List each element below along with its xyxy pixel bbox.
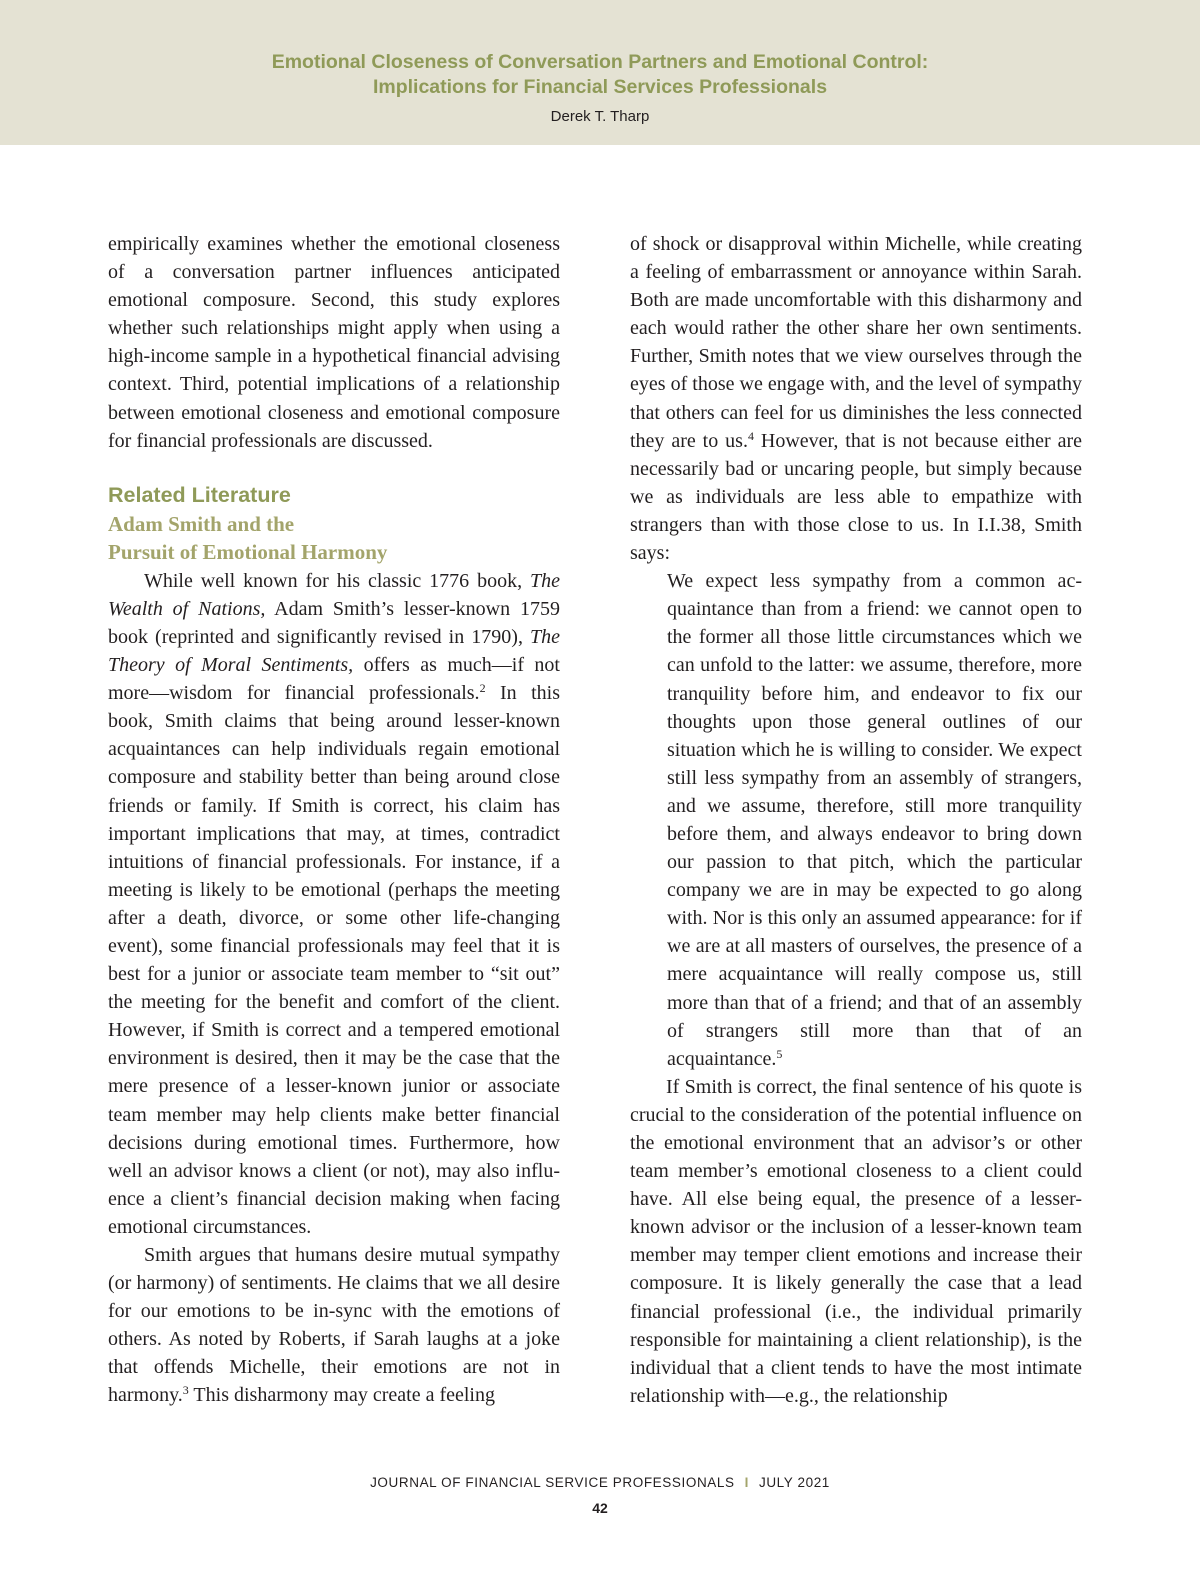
article-author: Derek T. Tharp xyxy=(550,108,650,125)
body-paragraph xyxy=(108,567,560,1241)
book-title: The Wealth of Nations, xyxy=(108,569,560,620)
footnote-marker: 3 xyxy=(182,1383,189,1398)
right-column xyxy=(630,230,1082,1410)
text-run: However, that is not because either are necessarily bad or uncaring people, but simply because we as individuals are less able to empathize with strangers than with those close to us. In I.I.38, Smith says: xyxy=(630,429,1083,565)
footnote-marker: 4 xyxy=(747,428,754,443)
article-title xyxy=(0,50,1200,99)
text-run: offers as much—if not more—wisdom for financial professionals. xyxy=(108,654,560,705)
footnote-marker: 5 xyxy=(776,1046,783,1061)
subsection-heading xyxy=(108,510,560,567)
body-paragraph xyxy=(630,230,1082,567)
text-run: of shock or disapproval within Michelle, while creating a feeling of embarrassment or annoyance within Sarah. Both are made uncomfortable with this disharmony and each would rather the other share her own sentiments. Further, Smith notes that we view ourselves through the eyes of those we engage with, and the level of sympathy that others can feel for us diminishes the less connected they are to us. xyxy=(630,233,1082,452)
block-quote xyxy=(667,567,1082,1073)
subsection-heading-line-2: Pursuit of Emotional Harmony xyxy=(108,540,388,565)
page-number: 42 xyxy=(592,1500,608,1516)
journal-footer xyxy=(0,1475,1200,1490)
running-header xyxy=(0,0,1200,145)
body-paragraph xyxy=(108,1241,560,1410)
left-column xyxy=(108,230,560,1410)
quote-text: We expect less sympathy from a common acquaintance than from a friend: we cannot open to the former all those little circumstances which we can unfold to the latter: we assume, therefore, more tranquility before him, and endeavor to fix our thoughts upon those general outlines of our situation which he is willing to consider. We expect still less sympathy from an assembly of strangers, and we assume, therefore, still more tranquility before them, and always endeavor to bring down our passion to that pitch, which the particular company we are in may be expected to go along with. Nor is this only an assumed appearance: for if we are at all masters of ourselves, the presence of a mere acquaintance will really compose us, still more than that of a friend; and that of an assembly of strangers still more than that of an acquaintance. xyxy=(667,570,1082,1070)
text-run: Adam Smith’s lesser-known 1759 book (reprinted and significantly revised in 1790), xyxy=(108,597,560,648)
article-title-line-1: Emotional Closeness of Conversation Partners and Emotional Control: xyxy=(271,51,929,73)
subsection-heading-line-1: Adam Smith and the xyxy=(108,511,295,536)
body-paragraph: If Smith is correct, the final sentence of his quote is crucial to the consideration of the potential influence on the emotional environment that an advisor’s or other team member’s emotional closeness to a client could have. All else being equal, the presence of a lesser-known advisor or the inclusion of a lesser-known team member may temper client emotions and increase their composure. It is likely generally the case that a lead financial professional (i.e., the individual primarily responsible for maintaining a client relationship), is the individual that a client tends to have the most intimate relationship with—e.g., the relationship xyxy=(630,1075,1082,1407)
footnote-marker: 2 xyxy=(479,681,486,696)
text-run: In this book, Smith claims that being around lesser-known acquaintances can help individuals regain emotional composure and stability better than being around close friends or family. If Smith is correct, his claim has important implications that may, at times, contradict intuitions of financial professionals. For instance, if a meeting is likely to be emotional (perhaps the meeting after a death, divorce, or some other life-changing event), some financial professionals may feel that it is best for a junior or associate team member to “sit out” the meeting for the benefit and comfort of the client. However, if Smith is correct and a tempered emotional environment is desired, then it may be the case that the mere presence of a lesser-known junior or associate team member may help clients make better financial decisions during emotional times. Furthermore, how well an advisor knows a client (or not), may also influence a client’s financial decision making when facing emotional circumstances. xyxy=(108,682,560,1238)
intro-paragraph: empirically examines whether the emotional closeness of a conversation partner influences anticipated emotional composure. Second, this study explores whether such relationships might apply when using a high-income sample in a hypothetical financial advising context. Third, potential implications of a relationship between emotional closeness and emotional composure for financial professionals are discussed. xyxy=(108,233,560,452)
text-run: Smith argues that humans desire mutual sympathy (or harmony) of sentiments. He claims that we all desire for our emotions to be in-sync with the emotions of others. As noted by Roberts, if Sarah laughs at a joke that offends Michelle, their emotions are not in harmony. xyxy=(108,1244,560,1407)
issue-date: JULY 2021 xyxy=(758,1475,830,1490)
text-run: While well known for his classic 1776 book, xyxy=(144,569,530,592)
journal-name: JOURNAL OF FINANCIAL SERVICE PROFESSIONALS xyxy=(370,1475,735,1490)
book-title: The Theory of Moral Sentiments, xyxy=(108,625,560,677)
article-title-line-2: Implications for Financial Services Professionals xyxy=(372,75,828,98)
text-run: This disharmony may create a feeling xyxy=(188,1384,495,1407)
footer-separator: I xyxy=(744,1475,749,1490)
section-heading: Related Literature xyxy=(108,482,291,507)
